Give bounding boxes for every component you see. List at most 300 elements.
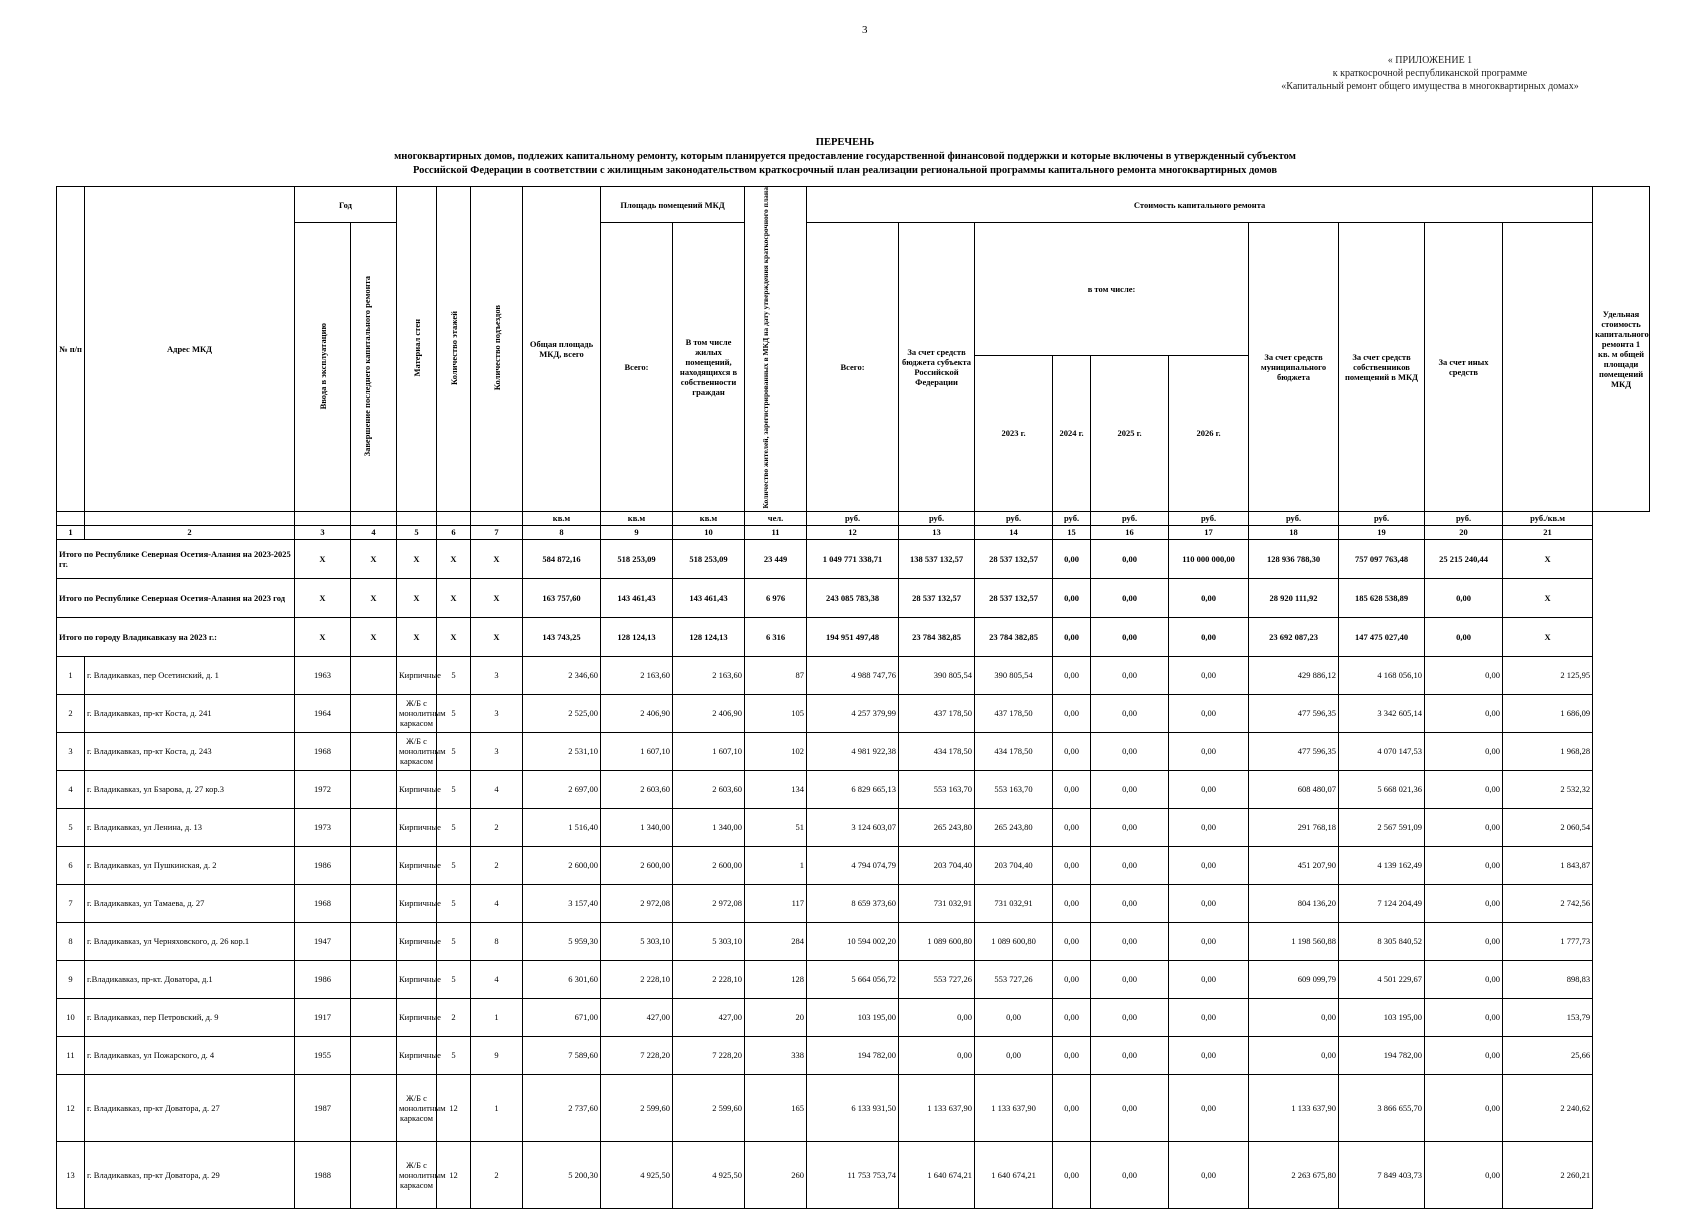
cost-owners: 185 628 538,89 xyxy=(1339,578,1425,617)
header-address: Адрес МКД xyxy=(85,187,295,512)
cost-2026: 0,00 xyxy=(1169,1074,1249,1141)
specific-cost: 898,83 xyxy=(1503,960,1593,998)
citizens-area: 2 603,60 xyxy=(673,770,745,808)
cost-2024: 0,00 xyxy=(1053,1141,1091,1208)
entrances-x: X xyxy=(471,539,523,578)
year-repair xyxy=(351,808,397,846)
header-2023: 2023 г. xyxy=(975,355,1053,511)
column-number: 4 xyxy=(351,525,397,539)
table-row xyxy=(57,1074,1650,1141)
cost-2025: 0,00 xyxy=(1091,846,1169,884)
cost-total: 10 594 002,20 xyxy=(807,922,899,960)
cost-total: 103 195,00 xyxy=(807,998,899,1036)
unit-cell: руб. xyxy=(807,511,899,525)
cost-municipal: 23 692 087,23 xyxy=(1249,617,1339,656)
unit-cell: кв.м xyxy=(673,511,745,525)
wall-x: X xyxy=(397,578,437,617)
unit-cell: руб. xyxy=(1249,511,1339,525)
year-built: 1947 xyxy=(295,922,351,960)
total-row xyxy=(57,617,1650,656)
residents-count: 134 xyxy=(745,770,807,808)
column-number: 1 xyxy=(57,525,85,539)
cost-2026: 0,00 xyxy=(1169,694,1249,732)
cost-2023: 0,00 xyxy=(975,1036,1053,1074)
premises-area: 1 340,00 xyxy=(601,808,673,846)
cost-total: 6 133 931,50 xyxy=(807,1074,899,1141)
wall-material: Кирпичные xyxy=(397,656,437,694)
address-cell: г. Владикавказ, ул Тамаева, д. 27 xyxy=(85,884,295,922)
cost-other: 0,00 xyxy=(1425,732,1503,770)
cost-2026: 0,00 xyxy=(1169,808,1249,846)
premises-area: 128 124,13 xyxy=(601,617,673,656)
cost-2023: 434 178,50 xyxy=(975,732,1053,770)
residents-count: 105 xyxy=(745,694,807,732)
cost-subject: 265 243,80 xyxy=(899,808,975,846)
cost-2023: 265 243,80 xyxy=(975,808,1053,846)
header-cost-total: Всего: xyxy=(807,223,899,512)
floors-count: 5 xyxy=(437,808,471,846)
residents-count: 165 xyxy=(745,1074,807,1141)
wall-material: Кирпичные xyxy=(397,1036,437,1074)
year-built: 1973 xyxy=(295,808,351,846)
cost-owners: 3 866 655,70 xyxy=(1339,1074,1425,1141)
specific-cost: 2 532,32 xyxy=(1503,770,1593,808)
entrances-count: 4 xyxy=(471,884,523,922)
cost-2024: 0,00 xyxy=(1053,998,1091,1036)
premises-area: 4 925,50 xyxy=(601,1141,673,1208)
cost-2025: 0,00 xyxy=(1091,960,1169,998)
cost-other: 0,00 xyxy=(1425,694,1503,732)
appendix-line: « ПРИЛОЖЕНИЕ 1 xyxy=(1387,55,1473,66)
year-built: 1964 xyxy=(295,694,351,732)
cost-total: 194 782,00 xyxy=(807,1036,899,1074)
header-specific-cost: Удельная стоимость капитального ремонта 1 кв. м общей площади помещений МКД xyxy=(1593,187,1650,512)
cost-municipal: 0,00 xyxy=(1249,998,1339,1036)
header-premises-area: Площадь помещений МКД xyxy=(601,187,745,223)
cost-total: 1 049 771 338,71 xyxy=(807,539,899,578)
cost-2025: 0,00 xyxy=(1091,922,1169,960)
cost-2023: 23 784 382,85 xyxy=(975,617,1053,656)
title-line: многоквартирных домов, подлежих капитальному ремонту, которым планируется предоставление государственной финансовой поддержки и которые включены в утвержденный субъектом xyxy=(394,151,1296,162)
residents-count: 260 xyxy=(745,1141,807,1208)
cost-2023: 553 727,26 xyxy=(975,960,1053,998)
table-header xyxy=(57,187,1650,540)
citizens-area: 128 124,13 xyxy=(673,617,745,656)
cost-municipal: 608 480,07 xyxy=(1249,770,1339,808)
address-cell: г.Владикавказ, пр-кт. Доватора, д.1 xyxy=(85,960,295,998)
residents-count: 102 xyxy=(745,732,807,770)
cost-other: 0,00 xyxy=(1425,884,1503,922)
cost-2023: 28 537 132,57 xyxy=(975,539,1053,578)
column-number: 9 xyxy=(601,525,673,539)
cost-2024: 0,00 xyxy=(1053,960,1091,998)
cost-owners: 103 195,00 xyxy=(1339,998,1425,1036)
specific-cost: X xyxy=(1503,578,1593,617)
table-row xyxy=(57,960,1650,998)
address-cell: г. Владикавказ, пер Петровский, д. 9 xyxy=(85,998,295,1036)
citizens-area: 2 228,10 xyxy=(673,960,745,998)
total-area: 671,00 xyxy=(523,998,601,1036)
repair-x: X xyxy=(351,617,397,656)
total-label: Итого по городу Владикавказу на 2023 г.: xyxy=(57,617,295,656)
row-number: 8 xyxy=(57,922,85,960)
floors-x: X xyxy=(437,617,471,656)
citizens-area: 2 406,90 xyxy=(673,694,745,732)
floors-count: 5 xyxy=(437,846,471,884)
cost-subject: 437 178,50 xyxy=(899,694,975,732)
premises-area: 2 406,90 xyxy=(601,694,673,732)
entrances-count: 2 xyxy=(471,1141,523,1208)
specific-cost: 2 240,62 xyxy=(1503,1074,1593,1141)
year-repair xyxy=(351,770,397,808)
address-cell: г. Владикавказ, пр-кт Доватора, д. 29 xyxy=(85,1141,295,1208)
page-number: 3 xyxy=(862,24,868,36)
cost-2026: 0,00 xyxy=(1169,846,1249,884)
floors-count: 5 xyxy=(437,960,471,998)
cost-2026: 0,00 xyxy=(1169,1036,1249,1074)
specific-cost: 2 125,95 xyxy=(1503,656,1593,694)
cost-2025: 0,00 xyxy=(1091,808,1169,846)
cost-2024: 0,00 xyxy=(1053,656,1091,694)
cost-2025: 0,00 xyxy=(1091,578,1169,617)
cost-2025: 0,00 xyxy=(1091,770,1169,808)
cost-other: 25 215 240,44 xyxy=(1425,539,1503,578)
cost-2025: 0,00 xyxy=(1091,998,1169,1036)
wall-material: Кирпичные xyxy=(397,846,437,884)
unit-cell: чел. xyxy=(745,511,807,525)
premises-area: 2 600,00 xyxy=(601,846,673,884)
residents-count: 6 316 xyxy=(745,617,807,656)
column-number: 12 xyxy=(807,525,899,539)
citizens-area: 518 253,09 xyxy=(673,539,745,578)
premises-area: 2 228,10 xyxy=(601,960,673,998)
cost-2023: 731 032,91 xyxy=(975,884,1053,922)
row-number: 11 xyxy=(57,1036,85,1074)
document-title xyxy=(0,136,1690,178)
title-line: Российской Федерации в соответствии с жилищным законодательством краткосрочный план реализации региональной программы капитального ремонта многоквартирных домов xyxy=(412,165,1278,176)
total-area: 5 959,30 xyxy=(523,922,601,960)
cost-other: 0,00 xyxy=(1425,960,1503,998)
residents-count: 1 xyxy=(745,846,807,884)
total-area: 5 200,30 xyxy=(523,1141,601,1208)
cost-subject: 1 640 674,21 xyxy=(899,1141,975,1208)
wall-x: X xyxy=(397,539,437,578)
built-x: X xyxy=(295,578,351,617)
cost-total: 8 659 373,60 xyxy=(807,884,899,922)
floors-count: 12 xyxy=(437,1141,471,1208)
built-x: X xyxy=(295,617,351,656)
specific-cost: 2 060,54 xyxy=(1503,808,1593,846)
residents-count: 338 xyxy=(745,1036,807,1074)
cost-subject: 0,00 xyxy=(899,998,975,1036)
entrances-count: 4 xyxy=(471,770,523,808)
cost-subject: 731 032,91 xyxy=(899,884,975,922)
entrances-x: X xyxy=(471,617,523,656)
wall-material: Кирпичные xyxy=(397,960,437,998)
column-number: 6 xyxy=(437,525,471,539)
specific-cost: X xyxy=(1503,539,1593,578)
unit-cell: кв.м xyxy=(601,511,673,525)
address-cell: г. Владикавказ, ул Пушкинская, д. 2 xyxy=(85,846,295,884)
cost-2026: 0,00 xyxy=(1169,922,1249,960)
address-cell: г. Владикавказ, пер Осетинский, д. 1 xyxy=(85,656,295,694)
total-area: 2 697,00 xyxy=(523,770,601,808)
specific-cost: 2 742,56 xyxy=(1503,884,1593,922)
entrances-count: 2 xyxy=(471,846,523,884)
header-year-built: Ввода в эксплуатацию xyxy=(295,223,351,512)
cost-total: 3 124 603,07 xyxy=(807,808,899,846)
year-built: 1917 xyxy=(295,998,351,1036)
cost-2023: 28 537 132,57 xyxy=(975,578,1053,617)
year-repair xyxy=(351,846,397,884)
cost-owners: 3 342 605,14 xyxy=(1339,694,1425,732)
cost-other: 0,00 xyxy=(1425,617,1503,656)
cost-2023: 390 805,54 xyxy=(975,656,1053,694)
cost-2026: 0,00 xyxy=(1169,998,1249,1036)
residents-count: 51 xyxy=(745,808,807,846)
header-residents: Количество жителей, зарегистрированных в МКД на дату утверждения краткосрочного плана xyxy=(745,187,807,512)
citizens-area: 2 600,00 xyxy=(673,846,745,884)
header-cost: Стоимость капитального ремонта xyxy=(807,187,1593,223)
header-cost-owners: За счет средств собственников помещений в МКД xyxy=(1339,223,1425,512)
header-2026: 2026 г. xyxy=(1169,355,1249,511)
residents-count: 87 xyxy=(745,656,807,694)
address-cell: г. Владикавказ, ул Пожарского, д. 4 xyxy=(85,1036,295,1074)
specific-cost: 1 686,09 xyxy=(1503,694,1593,732)
cost-2024: 0,00 xyxy=(1053,846,1091,884)
cost-other: 0,00 xyxy=(1425,922,1503,960)
wall-material: Кирпичные xyxy=(397,884,437,922)
entrances-count: 3 xyxy=(471,694,523,732)
entrances-count: 8 xyxy=(471,922,523,960)
header-2024: 2024 г. xyxy=(1053,355,1091,511)
cost-municipal: 0,00 xyxy=(1249,1036,1339,1074)
cost-total: 4 988 747,76 xyxy=(807,656,899,694)
specific-cost: 153,79 xyxy=(1503,998,1593,1036)
cost-municipal: 28 920 111,92 xyxy=(1249,578,1339,617)
header-year-repair: Завершение последнего капитального ремонта xyxy=(351,223,397,512)
address-cell: г. Владикавказ, пр-кт Коста, д. 243 xyxy=(85,732,295,770)
table-body xyxy=(57,539,1650,1208)
premises-area: 2 599,60 xyxy=(601,1074,673,1141)
total-area: 2 737,60 xyxy=(523,1074,601,1141)
cost-2023: 437 178,50 xyxy=(975,694,1053,732)
header-including: в том числе: xyxy=(975,223,1249,356)
cost-municipal: 804 136,20 xyxy=(1249,884,1339,922)
entrances-count: 1 xyxy=(471,1074,523,1141)
residents-count: 128 xyxy=(745,960,807,998)
citizens-area: 1 607,10 xyxy=(673,732,745,770)
specific-cost: 2 260,21 xyxy=(1503,1141,1593,1208)
cost-owners: 194 782,00 xyxy=(1339,1036,1425,1074)
cost-municipal: 1 198 560,88 xyxy=(1249,922,1339,960)
cost-2023: 203 704,40 xyxy=(975,846,1053,884)
residents-count: 6 976 xyxy=(745,578,807,617)
cost-owners: 7 849 403,73 xyxy=(1339,1141,1425,1208)
year-repair xyxy=(351,884,397,922)
cost-2024: 0,00 xyxy=(1053,578,1091,617)
citizens-area: 1 340,00 xyxy=(673,808,745,846)
header-floors: Количество этажей xyxy=(437,187,471,512)
cost-2025: 0,00 xyxy=(1091,1036,1169,1074)
premises-area: 427,00 xyxy=(601,998,673,1036)
cost-subject: 390 805,54 xyxy=(899,656,975,694)
cost-2026: 0,00 xyxy=(1169,656,1249,694)
entrances-count: 4 xyxy=(471,960,523,998)
cost-municipal: 291 768,18 xyxy=(1249,808,1339,846)
floors-count: 5 xyxy=(437,922,471,960)
table-row xyxy=(57,656,1650,694)
cost-2023: 553 163,70 xyxy=(975,770,1053,808)
cost-owners: 7 124 204,49 xyxy=(1339,884,1425,922)
specific-cost: 1 777,73 xyxy=(1503,922,1593,960)
built-x: X xyxy=(295,539,351,578)
cost-2024: 0,00 xyxy=(1053,808,1091,846)
cost-2025: 0,00 xyxy=(1091,1074,1169,1141)
cost-total: 243 085 783,38 xyxy=(807,578,899,617)
cost-2024: 0,00 xyxy=(1053,884,1091,922)
cost-owners: 4 501 229,67 xyxy=(1339,960,1425,998)
year-repair xyxy=(351,732,397,770)
cost-2024: 0,00 xyxy=(1053,922,1091,960)
cost-2024: 0,00 xyxy=(1053,539,1091,578)
row-number: 10 xyxy=(57,998,85,1036)
unit-cell: руб. xyxy=(1091,511,1169,525)
cost-2024: 0,00 xyxy=(1053,732,1091,770)
cost-2024: 0,00 xyxy=(1053,1036,1091,1074)
cost-municipal: 451 207,90 xyxy=(1249,846,1339,884)
cost-2024: 0,00 xyxy=(1053,1074,1091,1141)
cost-2023: 1 133 637,90 xyxy=(975,1074,1053,1141)
total-row xyxy=(57,578,1650,617)
row-number: 13 xyxy=(57,1141,85,1208)
cost-municipal: 2 263 675,80 xyxy=(1249,1141,1339,1208)
cost-owners: 8 305 840,52 xyxy=(1339,922,1425,960)
cost-total: 5 664 056,72 xyxy=(807,960,899,998)
header-year: Год xyxy=(295,187,397,223)
cost-2025: 0,00 xyxy=(1091,656,1169,694)
row-number: 7 xyxy=(57,884,85,922)
citizens-area: 2 163,60 xyxy=(673,656,745,694)
cost-other: 0,00 xyxy=(1425,808,1503,846)
floors-x: X xyxy=(437,578,471,617)
cost-total: 4 981 922,38 xyxy=(807,732,899,770)
column-number: 8 xyxy=(523,525,601,539)
unit-cell: кв.м xyxy=(523,511,601,525)
cost-other: 0,00 xyxy=(1425,846,1503,884)
entrances-count: 9 xyxy=(471,1036,523,1074)
table-row xyxy=(57,770,1650,808)
column-number: 19 xyxy=(1339,525,1425,539)
column-number: 10 xyxy=(673,525,745,539)
premises-area: 518 253,09 xyxy=(601,539,673,578)
floors-count: 5 xyxy=(437,732,471,770)
year-built: 1968 xyxy=(295,884,351,922)
total-area: 2 346,60 xyxy=(523,656,601,694)
wall-material: Кирпичные xyxy=(397,808,437,846)
table-row xyxy=(57,732,1650,770)
year-built: 1972 xyxy=(295,770,351,808)
header-cost-subject: За счет средств бюджета субъекта Российской Федерации xyxy=(899,223,975,512)
cost-subject: 553 163,70 xyxy=(899,770,975,808)
cost-owners: 2 567 591,09 xyxy=(1339,808,1425,846)
residents-count: 23 449 xyxy=(745,539,807,578)
residents-count: 117 xyxy=(745,884,807,922)
floors-count: 5 xyxy=(437,694,471,732)
table-row xyxy=(57,884,1650,922)
cost-owners: 4 168 056,10 xyxy=(1339,656,1425,694)
cost-2025: 0,00 xyxy=(1091,1141,1169,1208)
row-number: 3 xyxy=(57,732,85,770)
total-area: 2 531,10 xyxy=(523,732,601,770)
cost-2023: 0,00 xyxy=(975,998,1053,1036)
cost-owners: 5 668 021,36 xyxy=(1339,770,1425,808)
wall-material: Ж/Б с монолитным каркасом xyxy=(397,732,437,770)
wall-material: Ж/Б с монолитным каркасом xyxy=(397,694,437,732)
cost-other: 0,00 xyxy=(1425,998,1503,1036)
header-total-area: Общая площадь МКД, всего xyxy=(523,187,601,512)
cost-subject: 434 178,50 xyxy=(899,732,975,770)
unit-cell: руб. xyxy=(1169,511,1249,525)
year-repair xyxy=(351,922,397,960)
floors-count: 5 xyxy=(437,770,471,808)
column-number: 17 xyxy=(1169,525,1249,539)
cost-other: 0,00 xyxy=(1425,1141,1503,1208)
cost-total: 6 829 665,13 xyxy=(807,770,899,808)
year-built: 1955 xyxy=(295,1036,351,1074)
year-repair xyxy=(351,1036,397,1074)
table-row xyxy=(57,1036,1650,1074)
column-number: 16 xyxy=(1091,525,1169,539)
cost-other: 0,00 xyxy=(1425,578,1503,617)
table-row xyxy=(57,1141,1650,1208)
year-repair xyxy=(351,1074,397,1141)
address-cell: г. Владикавказ, пр-кт Доватора, д. 27 xyxy=(85,1074,295,1141)
entrances-count: 1 xyxy=(471,998,523,1036)
cost-owners: 757 097 763,48 xyxy=(1339,539,1425,578)
unit-cell: руб. xyxy=(1425,511,1503,525)
year-repair xyxy=(351,694,397,732)
cost-total: 4 257 379,99 xyxy=(807,694,899,732)
total-area: 143 743,25 xyxy=(523,617,601,656)
total-area: 3 157,40 xyxy=(523,884,601,922)
wall-material: Кирпичные xyxy=(397,922,437,960)
column-number: 13 xyxy=(899,525,975,539)
appendix-line: к краткосрочной республиканской программе xyxy=(1332,68,1528,79)
cost-2026: 0,00 xyxy=(1169,770,1249,808)
column-number: 3 xyxy=(295,525,351,539)
column-numbers-row xyxy=(57,525,1650,539)
cost-2026: 0,00 xyxy=(1169,884,1249,922)
entrances-count: 3 xyxy=(471,656,523,694)
cost-2024: 0,00 xyxy=(1053,694,1091,732)
cost-2025: 0,00 xyxy=(1091,732,1169,770)
citizens-area: 2 599,60 xyxy=(673,1074,745,1141)
year-built: 1968 xyxy=(295,732,351,770)
premises-area: 2 163,60 xyxy=(601,656,673,694)
year-built: 1988 xyxy=(295,1141,351,1208)
floors-count: 12 xyxy=(437,1074,471,1141)
total-area: 2 525,00 xyxy=(523,694,601,732)
table-row xyxy=(57,922,1650,960)
citizens-area: 2 972,08 xyxy=(673,884,745,922)
cost-2026: 0,00 xyxy=(1169,1141,1249,1208)
total-area: 6 301,60 xyxy=(523,960,601,998)
entrances-count: 2 xyxy=(471,808,523,846)
title-heading: ПЕРЕЧЕНЬ xyxy=(815,137,875,148)
premises-area: 7 228,20 xyxy=(601,1036,673,1074)
cost-subject: 1 089 600,80 xyxy=(899,922,975,960)
